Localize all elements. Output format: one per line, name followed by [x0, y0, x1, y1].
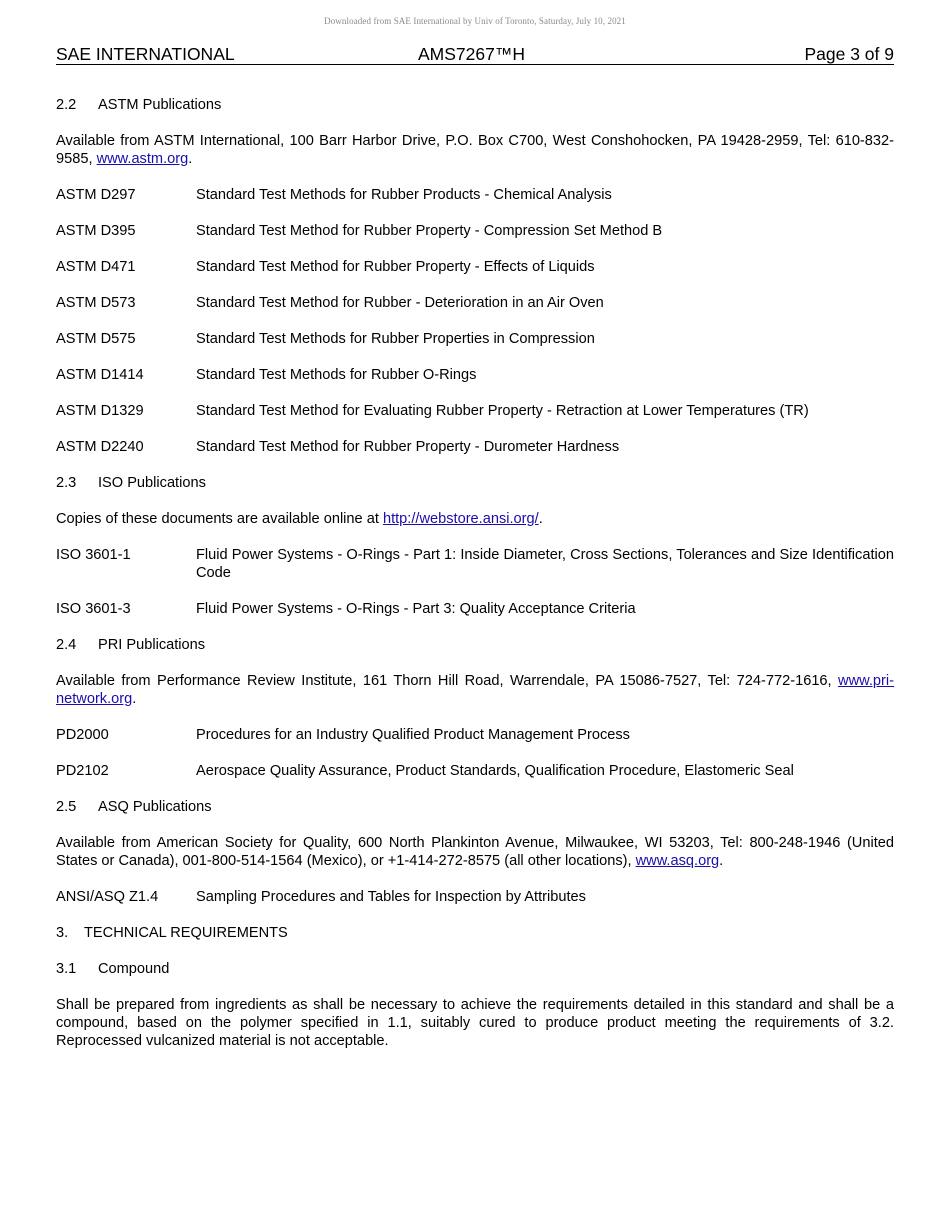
iso-availability-tail: .	[538, 511, 543, 527]
reference-title: Standard Test Method for Evaluating Rubber Property - Retraction at Lower Temperatures (TR)	[196, 403, 809, 419]
reference-item	[56, 330, 894, 348]
reference-code: ISO 3601-1	[56, 547, 131, 563]
reference-item	[56, 762, 894, 780]
reference-item	[56, 402, 894, 420]
reference-title: Standard Test Methods for Rubber Products - Chemical Analysis	[196, 187, 612, 203]
section-title: Compound	[98, 961, 170, 977]
section-heading-3	[56, 924, 894, 942]
reference-item	[56, 438, 894, 456]
section-number: 3.	[56, 925, 69, 941]
section-title: PRI Publications	[98, 637, 206, 653]
iso-availability-paragraph	[56, 510, 894, 528]
reference-title: Sampling Procedures and Tables for Inspection by Attributes	[196, 889, 586, 905]
reference-item	[56, 186, 894, 204]
reference-code: ASTM D395	[56, 223, 136, 239]
reference-title: Standard Test Method for Rubber Property - Effects of Liquids	[196, 259, 595, 275]
reference-title: Fluid Power Systems - O-Rings - Part 1: Inside Diameter, Cross Sections, Tolerances and Size Identification Code	[196, 547, 894, 581]
section-number: 2.3	[56, 475, 77, 491]
asq-availability-text: Available from American Society for Quality, 600 North Plankinton Avenue, Milwaukee, WI 53203, Tel: 800-248-1946 (United States or Canada), 001-800-514-1564 (Mexico), or +1-414-272-8575 (all other locations),	[56, 835, 894, 869]
reference-code: ASTM D1414	[56, 367, 144, 383]
astm-availability-text: Available from ASTM International, 100 Barr Harbor Drive, P.O. Box C700, West Conshohocken, PA 19428-2959, Tel: 610-832-9585,	[56, 133, 894, 167]
section-number: 3.1	[56, 961, 77, 977]
astm-availability-paragraph	[56, 132, 894, 168]
reference-code: ASTM D297	[56, 187, 136, 203]
section-title: ISO Publications	[98, 475, 206, 491]
compound-paragraph: Shall be prepared from ingredients as shall be necessary to achieve the requirements detailed in this standard and shall be a compound, based on the polymer specified in 1.1, suitably cured to produce product meeting the requirements of 3.2. Reprocessed vulcanized material is not acceptable.	[56, 997, 894, 1049]
reference-code: ASTM D2240	[56, 439, 144, 455]
asq-availability-paragraph	[56, 834, 894, 870]
section-number: 2.4	[56, 637, 77, 653]
astm-website-link[interactable]: www.astm.org	[96, 151, 189, 167]
section-title: ASQ Publications	[98, 799, 212, 815]
section-heading-2-4	[56, 636, 894, 654]
reference-code: PD2102	[56, 763, 109, 779]
section-number: 2.2	[56, 97, 77, 113]
asq-website-link[interactable]: www.asq.org	[635, 853, 720, 869]
reference-item	[56, 546, 894, 582]
header-page-number: Page 3 of 9	[804, 44, 894, 64]
reference-title: Standard Test Method for Rubber - Deterioration in an Air Oven	[196, 295, 604, 311]
reference-code: ASTM D575	[56, 331, 136, 347]
reference-item	[56, 294, 894, 312]
reference-item	[56, 222, 894, 240]
reference-item	[56, 258, 894, 276]
reference-title: Standard Test Methods for Rubber O-Rings	[196, 367, 477, 383]
reference-item	[56, 366, 894, 384]
reference-title: Standard Test Method for Rubber Property - Compression Set Method B	[196, 223, 663, 239]
reference-title: Standard Test Methods for Rubber Properties in Compression	[196, 331, 595, 347]
section-heading-2-3	[56, 474, 894, 492]
reference-title: Standard Test Method for Rubber Property - Durometer Hardness	[196, 439, 620, 455]
pri-availability-paragraph	[56, 672, 894, 708]
pri-availability-tail: .	[132, 691, 137, 707]
reference-title: Fluid Power Systems - O-Rings - Part 3: Quality Acceptance Criteria	[196, 601, 636, 617]
reference-code: PD2000	[56, 727, 109, 743]
reference-code: ASTM D573	[56, 295, 136, 311]
iso-availability-text: Copies of these documents are available online at	[56, 511, 383, 527]
reference-code: ASTM D1329	[56, 403, 144, 419]
reference-code: ANSI/ASQ Z1.4	[56, 889, 159, 905]
pri-availability-text: Available from Performance Review Institute, 161 Thorn Hill Road, Warrendale, PA 15086-7527, Tel: 724-772-1616,	[56, 673, 839, 689]
reference-code: ASTM D471	[56, 259, 136, 275]
section-title: ASTM Publications	[98, 97, 222, 113]
reference-item	[56, 600, 894, 618]
asq-availability-tail: .	[719, 853, 724, 869]
section-heading-3-1	[56, 960, 894, 978]
document-body	[56, 96, 894, 1068]
section-title: TECHNICAL REQUIREMENTS	[84, 925, 288, 941]
reference-title: Procedures for an Industry Qualified Product Management Process	[196, 727, 630, 743]
reference-title: Aerospace Quality Assurance, Product Standards, Qualification Procedure, Elastomeric Seal	[196, 763, 794, 779]
reference-item	[56, 888, 894, 906]
section-heading-2-2	[56, 96, 894, 114]
page-header	[56, 44, 894, 65]
section-heading-2-5	[56, 798, 894, 816]
section-number: 2.5	[56, 799, 77, 815]
download-watermark: Downloaded from SAE International by Univ of Toronto, Saturday, July 10, 2021	[324, 16, 626, 26]
astm-availability-tail: .	[188, 151, 193, 167]
reference-item	[56, 726, 894, 744]
ansi-webstore-link[interactable]: http://webstore.ansi.org/	[382, 511, 539, 527]
pri-website-link[interactable]: www.pri-network.org	[56, 673, 894, 707]
header-document-number: AMS7267™H	[418, 44, 525, 64]
header-organization: SAE INTERNATIONAL	[56, 44, 235, 64]
reference-code: ISO 3601-3	[56, 601, 131, 617]
